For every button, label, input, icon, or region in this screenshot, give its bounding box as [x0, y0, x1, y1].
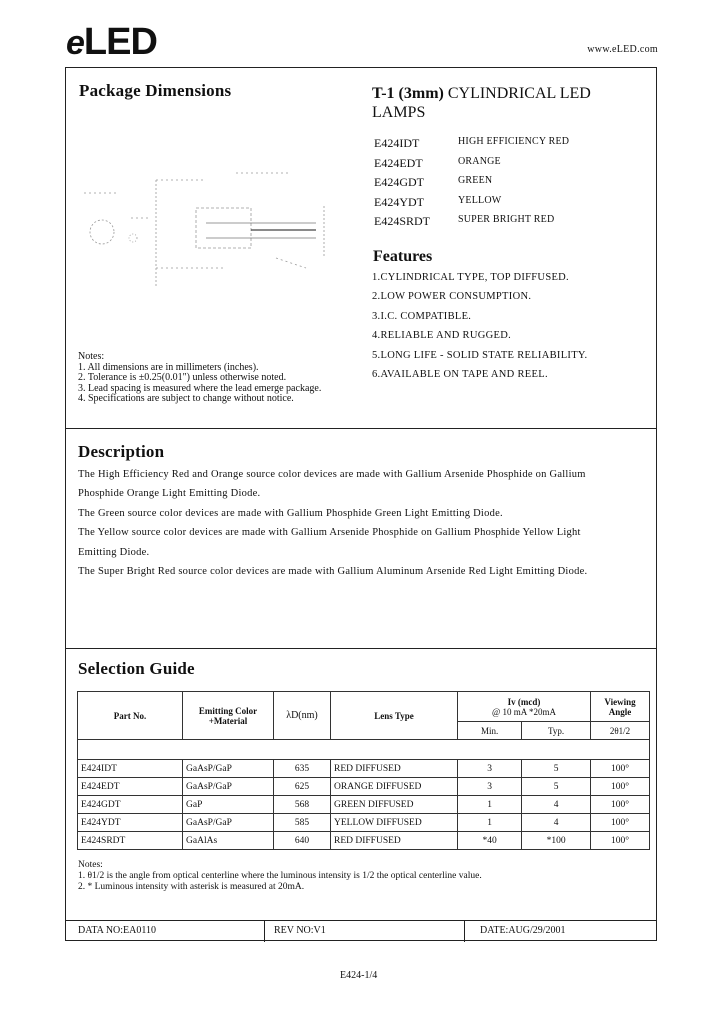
package-drawing [76, 158, 346, 313]
cell-material: GaP [183, 796, 274, 814]
part-color: GREEN [458, 175, 493, 186]
cell-part: E424YDT [78, 814, 183, 832]
feature-item: 5.LONG LIFE - SOLID STATE RELIABILITY. [372, 349, 588, 361]
col-part: Part No. [78, 692, 183, 740]
col-iv-cond: @ 10 mA *20mA [491, 706, 557, 717]
description-line: The Super Bright Red source color devices are made with Gallium Aluminum Arsenide Red Light Emitting Diode. [78, 566, 588, 578]
description-line: Phosphide Orange Light Emitting Diode. [78, 488, 261, 500]
cell-lens: RED DIFFUSED [331, 760, 458, 778]
title-type: CYLINDRICAL LED [443, 85, 591, 102]
cell-lens: YELLOW DIFFUSED [331, 814, 458, 832]
description-line: Emitting Diode. [78, 546, 150, 558]
table-spacer [78, 740, 650, 760]
cell-part: E424EDT [78, 778, 183, 796]
title-line2: LAMPS [372, 104, 426, 121]
part-color: HIGH EFFICIENCY RED [458, 136, 570, 147]
part-number: E424YDT [374, 194, 424, 209]
col-color-label: Emitting Color [198, 705, 258, 716]
cell-min: 1 [458, 796, 522, 814]
selection-note: 1. θ1/2 is the angle from optical centerline where the luminous intensity is 1/2 the optical centerline value. [78, 871, 482, 881]
section-divider [66, 428, 656, 429]
package-notes [78, 352, 321, 405]
cell-lens: RED DIFFUSED [331, 832, 458, 850]
cell-material: GaAsP/GaP [183, 760, 274, 778]
cell-angle: 100° [591, 760, 650, 778]
cell-angle: 100° [591, 796, 650, 814]
page-number: E424-1/4 [340, 970, 378, 981]
led-side-body [196, 208, 251, 248]
selection-heading: Selection Guide [78, 659, 195, 678]
selection-notes-heading: Notes: [78, 860, 103, 870]
part-color: SUPER BRIGHT RED [458, 214, 555, 225]
cell-typ: 4 [522, 796, 591, 814]
feature-item: 4.RELIABLE AND RUGGED. [372, 330, 512, 342]
col-typ: Typ. [522, 722, 591, 740]
cell-part: E424IDT [78, 760, 183, 778]
description-heading: Description [78, 442, 165, 461]
cell-min: *40 [458, 832, 522, 850]
cell-min: 3 [458, 760, 522, 778]
features-list [372, 272, 587, 388]
package-heading: Package Dimensions [79, 81, 232, 100]
revision-number: REV NO:V1 [274, 925, 326, 936]
cell-typ: 5 [522, 760, 591, 778]
document-date: DATE:AUG/29/2001 [480, 925, 566, 936]
part-row [374, 214, 569, 234]
footer-separator [264, 921, 265, 942]
selection-notes [78, 860, 482, 893]
part-color: ORANGE [458, 155, 501, 167]
description-line: The Yellow source color devices are made with Gallium Arsenide Phosphide on Gallium Phosphide Yellow Light [78, 527, 581, 539]
part-color: YELLOW [458, 194, 502, 206]
table-row [78, 814, 650, 832]
cell-lens: GREEN DIFFUSED [331, 796, 458, 814]
cell-angle: 100° [591, 814, 650, 832]
title-size: T-1 (3mm) [372, 85, 444, 102]
table-row [78, 760, 650, 778]
selection-note: 2. * Luminous intensity with asterisk is measured at 20mA. [78, 882, 305, 892]
cell-part: E424SRDT [78, 832, 183, 850]
cell-lens: ORANGE DIFFUSED [331, 778, 458, 796]
description-line: The High Efficiency Red and Orange source color devices are made with Gallium Arsenide Phosphide on Gallium [78, 469, 586, 480]
part-row [374, 195, 569, 215]
feature-item: 3.I.C. COMPATIBLE. [372, 310, 472, 322]
cell-part: E424GDT [78, 796, 183, 814]
cell-min: 1 [458, 814, 522, 832]
part-number: E424IDT [374, 136, 420, 150]
cell-typ: 5 [522, 778, 591, 796]
col-view-label: Viewing [604, 696, 636, 707]
website-url[interactable]: www.eLED.com [587, 44, 658, 55]
footer-separator [464, 921, 465, 942]
part-row [374, 136, 569, 156]
features-heading: Features [373, 248, 433, 265]
product-title [372, 84, 591, 122]
table-row [78, 796, 650, 814]
package-note: 3. Lead spacing is measured where the lead emerge package. [78, 382, 322, 394]
cell-wavelength: 625 [274, 778, 331, 796]
cell-wavelength: 568 [274, 796, 331, 814]
col-color [183, 692, 274, 740]
logo-text: LED [83, 21, 157, 63]
part-row [374, 175, 569, 195]
col-view [591, 692, 650, 722]
cell-wavelength: 585 [274, 814, 331, 832]
col-wavelength: λD(nm) [274, 692, 331, 740]
data-number: DATA NO:EA0110 [78, 925, 156, 936]
feature-item: 6.AVAILABLE ON TAPE AND REEL. [372, 368, 548, 380]
datasheet-frame [65, 67, 657, 941]
part-number: E424SRDT [374, 214, 431, 228]
footer [66, 921, 656, 942]
logo-e: e [66, 24, 84, 62]
table-row [78, 778, 650, 796]
cell-material: GaAsP/GaP [183, 778, 274, 796]
cell-angle: 100° [591, 832, 650, 850]
package-note: 4. Specifications are subject to change without notice. [78, 393, 294, 404]
col-material-label: +Material [208, 715, 248, 726]
part-number: E424EDT [374, 155, 423, 170]
col-angle-label: Angle [608, 706, 632, 717]
col-lens: Lens Type [331, 692, 458, 740]
cell-angle: 100° [591, 778, 650, 796]
cell-material: GaAlAs [183, 832, 274, 850]
part-list [374, 136, 569, 234]
feature-item: 2.LOW POWER CONSUMPTION. [372, 291, 532, 303]
cell-material: GaAsP/GaP [183, 814, 274, 832]
package-note: 1. All dimensions are in millimeters (inches). [78, 361, 259, 373]
logo [66, 22, 157, 63]
feature-item: 1.CYLINDRICAL TYPE, TOP DIFFUSED. [372, 272, 569, 283]
package-notes-heading: Notes: [78, 351, 105, 362]
cell-typ: 4 [522, 814, 591, 832]
description-line: The Green source color devices are made with Gallium Phosphide Green Light Emitting Diode. [78, 507, 503, 519]
part-number: E424GDT [374, 175, 424, 189]
section-divider [66, 648, 656, 649]
cell-wavelength: 635 [274, 760, 331, 778]
selection-table [77, 691, 650, 850]
col-theta: 2θ1/2 [591, 722, 650, 740]
part-row [374, 156, 569, 176]
table-row [78, 832, 650, 850]
col-iv [458, 692, 591, 722]
cell-min: 3 [458, 778, 522, 796]
col-min: Min. [458, 722, 522, 740]
description-text [78, 465, 648, 581]
package-note: 2. Tolerance is ±0.25(0.01") unless otherwise noted. [78, 372, 287, 383]
cell-wavelength: 640 [274, 832, 331, 850]
cell-typ: *100 [522, 832, 591, 850]
col-iv-label: Iv (mcd) [507, 696, 541, 707]
led-top-view [90, 220, 114, 244]
